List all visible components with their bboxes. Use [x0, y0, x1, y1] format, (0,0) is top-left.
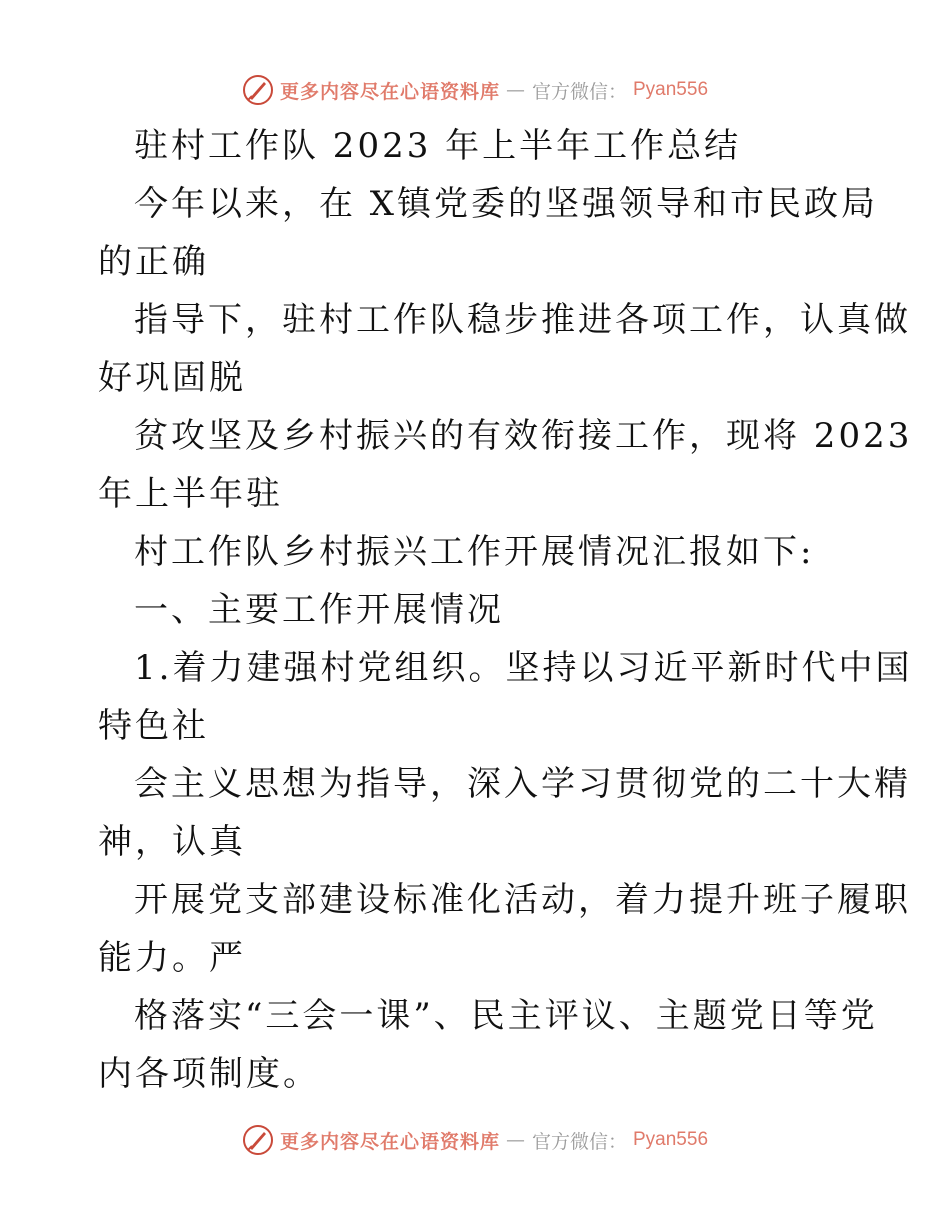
- paragraph-line: 神，认真: [98, 822, 246, 862]
- paragraph-line: 开展党支部建设标准化活动，着力提升班子履职: [134, 880, 911, 920]
- watermark-brand: 更多内容尽在心语资料库: [279, 1130, 500, 1153]
- watermark-official: 官方微信：: [531, 80, 627, 103]
- footer-watermark: [0, 1120, 950, 1160]
- paragraph-line: 格落实“三会一课”、民主评议、主题党日等党: [134, 996, 878, 1036]
- header-watermark: [0, 70, 950, 110]
- paragraph-line: 内各项制度。: [98, 1054, 320, 1094]
- watermark-official: 官方微信：: [531, 1130, 627, 1153]
- paragraph-line: 今年以来，在 X镇党委的坚强领导和市民政局: [134, 184, 879, 224]
- watermark-wechat-id: Pyan556: [633, 79, 709, 100]
- paragraph-line: 1.着力建强村党组织。坚持以习近平新时代中国: [134, 648, 913, 688]
- watermark-brand: 更多内容尽在心语资料库: [279, 80, 500, 103]
- section-heading: 一、主要工作开展情况: [134, 590, 504, 630]
- paragraph-line: 贫攻坚及乡村振兴的有效衔接工作，现将 2023: [134, 416, 913, 456]
- quill-pen-logo-icon: [242, 74, 274, 106]
- paragraph-line: 会主义思想为指导，深入学习贯彻党的二十大精: [134, 764, 911, 804]
- paragraph-line: 指导下，驻村工作队稳步推进各项工作，认真做: [134, 300, 911, 340]
- paragraph-line: 好巩固脱: [98, 358, 246, 398]
- watermark-dash: —: [505, 1129, 526, 1151]
- paragraph-line: 的正确: [98, 242, 209, 282]
- document-title: 驻村工作队 2023 年上半年工作总结: [134, 126, 742, 166]
- watermark-dash: —: [505, 79, 526, 101]
- paragraph-line: 村工作队乡村振兴工作开展情况汇报如下:: [134, 532, 815, 572]
- paragraph-line: 特色社: [98, 706, 209, 746]
- paragraph-line: 年上半年驻: [98, 474, 283, 514]
- quill-pen-logo-icon: [242, 1124, 274, 1156]
- watermark-wechat-id: Pyan556: [633, 1129, 709, 1150]
- paragraph-line: 能力。严: [98, 938, 246, 978]
